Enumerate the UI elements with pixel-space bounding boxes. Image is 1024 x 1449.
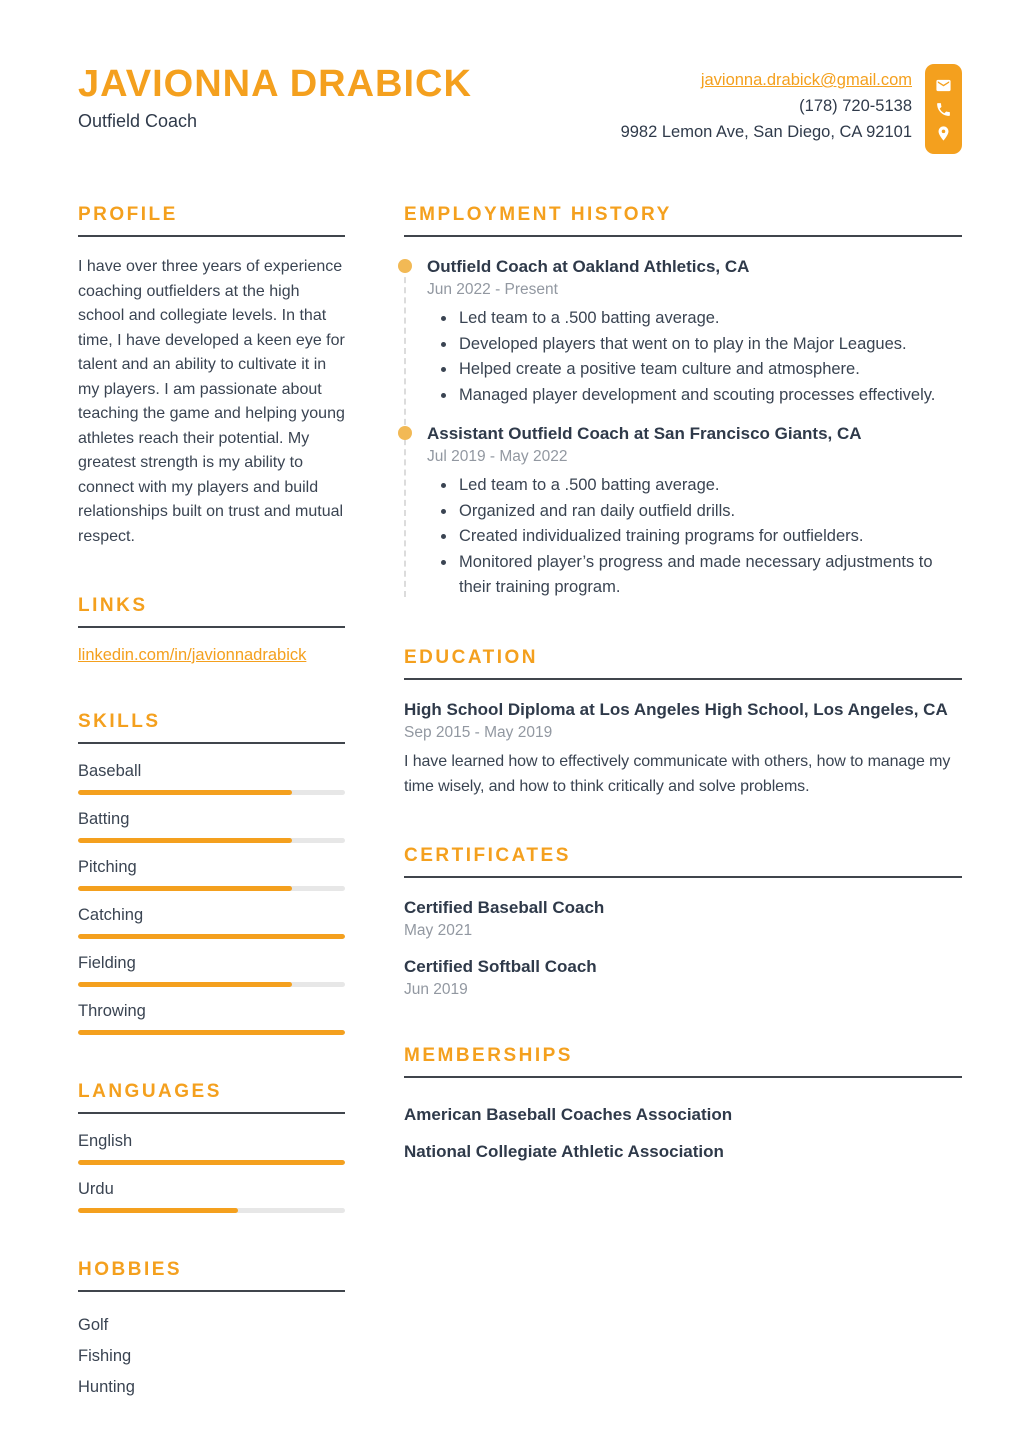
skill-row [78,762,345,795]
skill-row [78,1002,345,1035]
language-bar-fill [78,1160,345,1165]
skill-bar-fill [78,934,345,939]
location-pin-icon [935,125,952,142]
contact-icon-rail [925,64,962,154]
timeline-dot-icon [398,259,412,273]
job-entry [404,422,962,601]
section-employment-history [404,204,962,601]
certificate-title: Certified Softball Coach [404,956,597,976]
skill-name: Throwing [78,1002,146,1020]
job-entry [404,255,962,408]
job-bullet: • Managed player development and scouting processes effectively. [457,383,962,409]
skills-heading: SKILLS [78,711,345,744]
job-dates: Jul 2019 - May 2022 [427,448,568,465]
skill-bar [78,1030,345,1035]
certificate-entry [404,955,962,999]
membership-list [404,1096,962,1170]
hobby-item: Golf [78,1316,109,1334]
job-bullet: • Led team to a .500 batting average. [457,473,962,499]
job-bullet: • Monitored player’s progress and made necessary adjustments to their training program. [457,550,962,601]
employment-timeline [404,255,962,601]
skill-bar [78,790,345,795]
skill-name: Fielding [78,954,136,972]
education-entry [404,698,962,799]
skill-bar [78,982,345,987]
language-bar [78,1160,345,1165]
skill-name: Baseball [78,762,142,780]
membership-item: National Collegiate Athletic Association [404,1141,724,1161]
linkedin-link[interactable]: linkedin.com/in/javionnadrabick [78,646,307,664]
languages-heading: LANGUAGES [78,1081,345,1114]
skill-row [78,954,345,987]
section-links [78,595,345,665]
certificate-entry [404,896,962,940]
job-bullet: • Helped create a positive team culture and atmosphere. [457,357,962,383]
links-heading: LINKS [78,595,345,628]
profile-heading: PROFILE [78,204,345,237]
contact-rows [621,64,912,145]
section-hobbies [78,1259,345,1403]
language-name: English [78,1132,133,1150]
certificate-dates: May 2021 [404,921,473,939]
skill-bar-fill [78,1030,345,1035]
body-columns [78,204,962,1449]
timeline-dot-icon [398,426,412,440]
right-column [404,204,962,1449]
job-bullet: • Organized and ran daily outfield drills. [457,499,962,525]
certificate-dates: Jun 2019 [404,980,468,998]
education-title: High School Diploma at Los Angeles High School, Los Angeles, CA [404,699,948,719]
membership-item: American Baseball Coaches Association [404,1104,733,1124]
education-heading: EDUCATION [404,647,962,680]
link-item [78,646,345,665]
header [78,64,962,154]
job-bullet-list [427,473,962,601]
skill-name: Pitching [78,858,137,876]
language-row [78,1180,345,1213]
phone-icon [935,101,952,118]
section-education [404,647,962,799]
job-title: Outfield Coach [78,111,198,131]
phone-number: (178) 720-5138 [799,97,912,115]
language-bar-fill [78,1208,238,1213]
hobby-item: Fishing [78,1347,132,1365]
skill-bar [78,838,345,843]
skill-bar-fill [78,838,292,843]
job-bullet: • Created individualized training programs for outfielders. [457,524,962,550]
skill-name: Batting [78,810,130,828]
section-memberships [404,1045,962,1170]
section-skills [78,711,345,1035]
language-bar [78,1208,345,1213]
section-profile [78,204,345,549]
skill-row [78,810,345,843]
address: 9982 Lemon Ave, San Diego, CA 92101 [620,123,912,141]
skill-row [78,906,345,939]
contact-block [621,64,962,154]
job-bullet: • Led team to a .500 batting average. [457,306,962,332]
hobby-list [78,1310,345,1403]
envelope-icon [935,77,952,94]
language-name: Urdu [78,1180,114,1198]
skill-bar-fill [78,886,292,891]
skill-row [78,858,345,891]
skill-name: Catching [78,906,144,924]
memberships-heading: MEMBERSHIPS [404,1045,962,1078]
job-dates: Jun 2022 - Present [427,281,558,298]
job-title-line: Assistant Outfield Coach at San Francisco Giants, CA [427,424,862,443]
certificates-heading: CERTIFICATES [404,845,962,878]
page-title: JAVIONNA DRABICK [78,63,472,105]
job-bullet: • Developed players that went on to play in the Major Leagues. [457,332,962,358]
education-description: I have learned how to effectively communicate with others, how to manage my time wisely, and how to think critically and solve problems. [404,752,951,795]
hobbies-heading: HOBBIES [78,1259,345,1292]
employment-heading: EMPLOYMENT HISTORY [404,204,962,237]
certificate-title: Certified Baseball Coach [404,897,605,917]
job-bullet-list [427,306,962,408]
skill-bar [78,886,345,891]
education-dates: Sep 2015 - May 2019 [404,723,553,741]
skill-bar [78,934,345,939]
section-certificates [404,845,962,999]
skill-bar-fill [78,982,292,987]
skill-bar-fill [78,790,292,795]
profile-text: I have over three years of experience coaching outfielders at the high school and collegiate levels. In that time, I have developed a keen eye for talent and an ability to cultivate it in my players. I am passionate about teaching the game and helping young athletes reach their potential. My greatest strength is my ability to connect with my players and build relationships built on trust and mutual respect. [78,258,345,545]
language-row [78,1132,345,1165]
job-title-line: Outfield Coach at Oakland Athletics, CA [427,257,750,276]
hobby-item: Hunting [78,1378,135,1396]
section-languages [78,1081,345,1213]
left-column [78,204,345,1449]
identity-block [78,64,472,132]
email-link[interactable]: javionna.drabick@gmail.com [700,71,912,89]
